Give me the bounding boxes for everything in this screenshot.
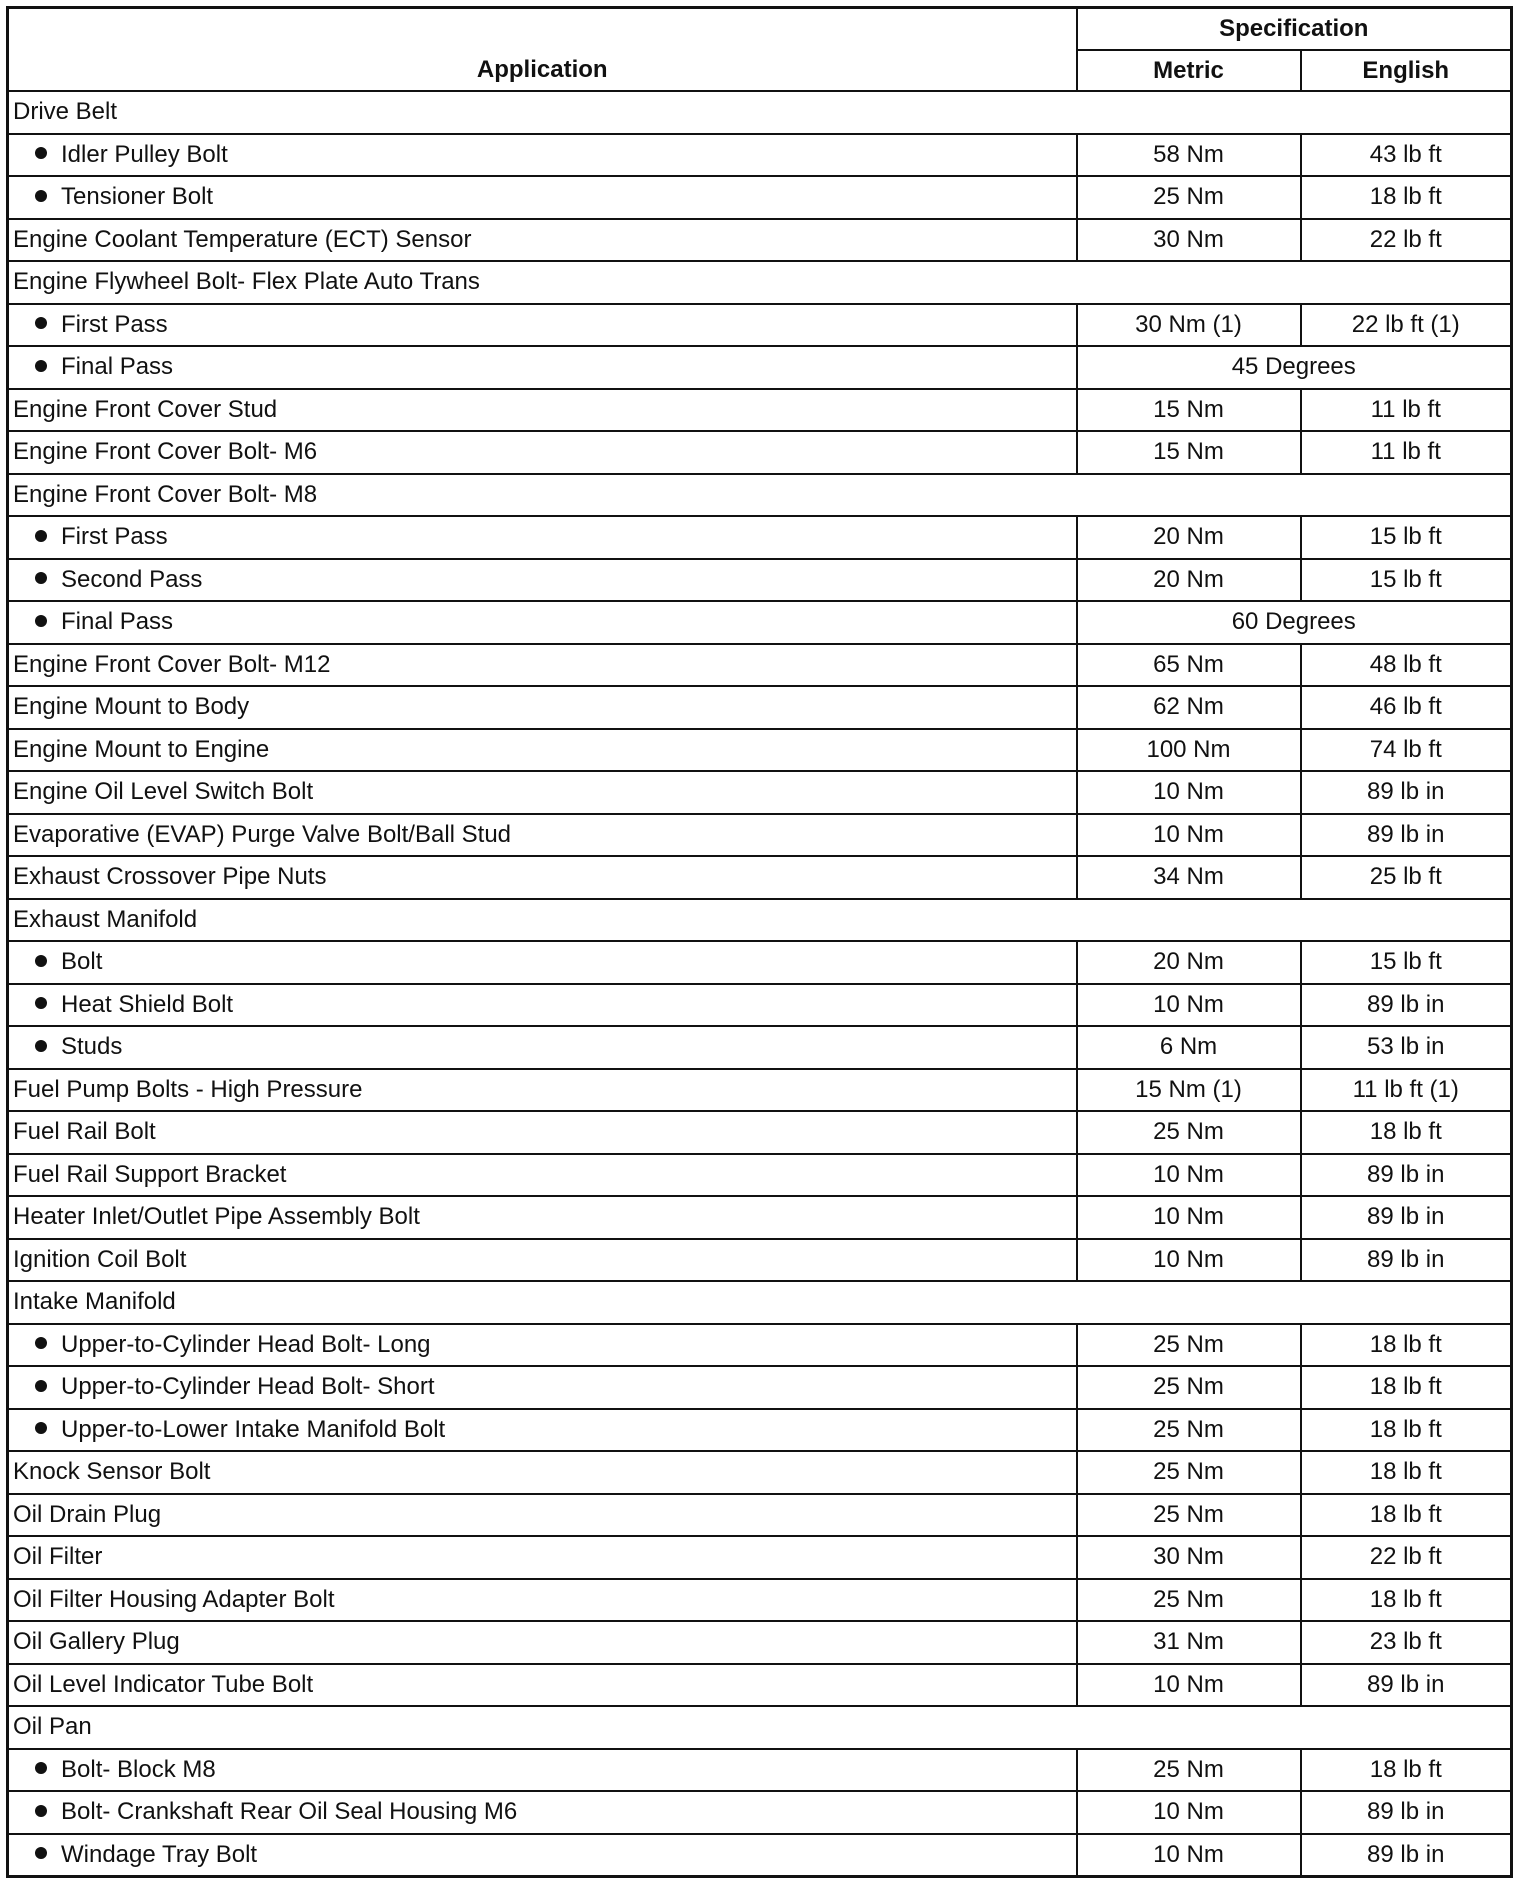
application-label: Oil Filter: [13, 1543, 103, 1571]
application-label: Fuel Pump Bolts - High Pressure: [13, 1075, 363, 1103]
application-label: Upper-to-Lower Intake Manifold Bolt: [61, 1415, 446, 1443]
english-value: 89 lb in: [1301, 1196, 1512, 1239]
metric-value: 30 Nm (1): [1077, 304, 1301, 347]
application-cell: [8, 856, 1077, 899]
application-label: Oil Pan: [13, 1713, 92, 1741]
table-row: [8, 1451, 1512, 1494]
bullet-icon: [35, 1040, 47, 1052]
english-value: 18 lb ft: [1301, 1451, 1512, 1494]
application-cell: [8, 984, 1077, 1027]
english-value: 89 lb in: [1301, 814, 1512, 857]
application-cell: [8, 601, 1077, 644]
english-value: 11 lb ft (1): [1301, 1069, 1512, 1112]
application-label: Oil Drain Plug: [13, 1500, 162, 1528]
table-header: [8, 8, 1512, 92]
application-cell: [8, 1196, 1077, 1239]
bullet-icon: [35, 572, 47, 584]
application-label: Engine Mount to Body: [13, 693, 250, 721]
application-label: Engine Front Cover Stud: [13, 395, 278, 423]
table-row: [8, 1366, 1512, 1409]
english-value: 89 lb in: [1301, 1834, 1512, 1877]
application-cell: [8, 1834, 1077, 1877]
english-value: 18 lb ft: [1301, 1579, 1512, 1622]
english-value: 89 lb in: [1301, 1239, 1512, 1282]
application-label: Exhaust Crossover Pipe Nuts: [13, 863, 327, 891]
metric-value: 10 Nm: [1077, 1834, 1301, 1877]
table-row: [8, 134, 1512, 177]
english-value: 89 lb in: [1301, 984, 1512, 1027]
table-row: [8, 261, 1512, 304]
table-row: [8, 601, 1512, 644]
english-value: 74 lb ft: [1301, 729, 1512, 772]
table-row: [8, 1536, 1512, 1579]
application-cell: [8, 729, 1077, 772]
metric-value: 25 Nm: [1077, 1324, 1301, 1367]
table-row: [8, 219, 1512, 262]
english-value: 18 lb ft: [1301, 1111, 1512, 1154]
table-row: [8, 304, 1512, 347]
application-cell: [8, 1579, 1077, 1622]
english-value: 53 lb in: [1301, 1026, 1512, 1069]
metric-value: 31 Nm: [1077, 1621, 1301, 1664]
application-cell: [8, 1324, 1077, 1367]
metric-value: 34 Nm: [1077, 856, 1301, 899]
table-row: [8, 1409, 1512, 1452]
application-cell: [8, 1069, 1077, 1112]
bullet-icon: [35, 530, 47, 542]
application-cell: [8, 91, 1512, 134]
table-row: [8, 346, 1512, 389]
bullet-icon: [35, 147, 47, 159]
application-label: Engine Flywheel Bolt- Flex Plate Auto Trans: [13, 268, 480, 296]
application-cell: [8, 134, 1077, 177]
application-label: First Pass: [61, 523, 168, 551]
table-row: [8, 1494, 1512, 1537]
table-row: [8, 1154, 1512, 1197]
spec-table-container: [6, 6, 1510, 1878]
metric-value: 10 Nm: [1077, 1154, 1301, 1197]
application-cell: [8, 644, 1077, 687]
table-row: [8, 644, 1512, 687]
metric-value: 20 Nm: [1077, 516, 1301, 559]
application-label: First Pass: [61, 310, 168, 338]
application-cell: [8, 559, 1077, 602]
metric-value: 58 Nm: [1077, 134, 1301, 177]
metric-value: 10 Nm: [1077, 1196, 1301, 1239]
application-cell: [8, 1536, 1077, 1579]
specification-value: 45 Degrees: [1077, 346, 1512, 389]
metric-value: 100 Nm: [1077, 729, 1301, 772]
application-cell: [8, 1749, 1077, 1792]
bullet-icon: [35, 190, 47, 202]
english-value: 89 lb in: [1301, 1664, 1512, 1707]
torque-spec-table: [6, 6, 1513, 1878]
application-label: Engine Mount to Engine: [13, 735, 270, 763]
application-label: Engine Front Cover Bolt- M12: [13, 650, 331, 678]
table-row: [8, 1069, 1512, 1112]
application-label: Engine Front Cover Bolt- M8: [13, 480, 318, 508]
application-cell: [8, 431, 1077, 474]
metric-value: 25 Nm: [1077, 1749, 1301, 1792]
application-cell: [8, 1494, 1077, 1537]
table-row: [8, 559, 1512, 602]
table-row: [8, 431, 1512, 474]
application-cell: [8, 261, 1512, 304]
table-row: [8, 899, 1512, 942]
application-label: Heat Shield Bolt: [61, 990, 234, 1018]
application-label: Engine Front Cover Bolt- M6: [13, 438, 318, 466]
metric-value: 15 Nm (1): [1077, 1069, 1301, 1112]
metric-header: Metric: [1077, 50, 1301, 91]
english-value: 18 lb ft: [1301, 176, 1512, 219]
metric-value: 20 Nm: [1077, 941, 1301, 984]
english-value: 25 lb ft: [1301, 856, 1512, 899]
table-row: [8, 856, 1512, 899]
table-row: [8, 1749, 1512, 1792]
application-cell: [8, 1111, 1077, 1154]
english-value: 89 lb in: [1301, 1154, 1512, 1197]
application-label: Bolt- Block M8: [61, 1755, 216, 1783]
application-label: Intake Manifold: [13, 1288, 176, 1316]
table-row: [8, 1026, 1512, 1069]
application-label: Evaporative (EVAP) Purge Valve Bolt/Ball Stud: [13, 820, 512, 848]
application-cell: [8, 516, 1077, 559]
table-row: [8, 1281, 1512, 1324]
bullet-icon: [35, 1380, 47, 1392]
application-cell: [8, 941, 1077, 984]
table-row: [8, 1791, 1512, 1834]
english-value: 11 lb ft: [1301, 389, 1512, 432]
metric-value: 25 Nm: [1077, 1111, 1301, 1154]
table-row: [8, 516, 1512, 559]
application-label: Drive Belt: [13, 98, 118, 126]
table-row: [8, 474, 1512, 517]
table-row: [8, 1111, 1512, 1154]
application-label: Ignition Coil Bolt: [13, 1245, 187, 1273]
table-row: [8, 941, 1512, 984]
english-value: 46 lb ft: [1301, 686, 1512, 729]
application-label: Bolt: [61, 948, 103, 976]
english-value: 11 lb ft: [1301, 431, 1512, 474]
table-row: [8, 1706, 1512, 1749]
metric-value: 10 Nm: [1077, 814, 1301, 857]
english-value: 18 lb ft: [1301, 1366, 1512, 1409]
application-cell: [8, 346, 1077, 389]
application-label: Oil Gallery Plug: [13, 1628, 180, 1656]
application-label: Second Pass: [61, 565, 203, 593]
application-label: Idler Pulley Bolt: [61, 140, 228, 168]
english-value: 89 lb in: [1301, 1791, 1512, 1834]
application-label: Knock Sensor Bolt: [13, 1458, 211, 1486]
metric-value: 30 Nm: [1077, 219, 1301, 262]
english-value: 18 lb ft: [1301, 1749, 1512, 1792]
application-cell: [8, 1664, 1077, 1707]
metric-value: 20 Nm: [1077, 559, 1301, 602]
table-body: [8, 91, 1512, 1876]
application-label: Windage Tray Bolt: [61, 1840, 258, 1868]
application-cell: [8, 1366, 1077, 1409]
metric-value: 65 Nm: [1077, 644, 1301, 687]
metric-value: 10 Nm: [1077, 1239, 1301, 1282]
table-row: [8, 1239, 1512, 1282]
application-cell: [8, 304, 1077, 347]
application-cell: [8, 176, 1077, 219]
metric-value: 25 Nm: [1077, 1579, 1301, 1622]
metric-value: 25 Nm: [1077, 1451, 1301, 1494]
bullet-icon: [35, 955, 47, 967]
application-header: Application: [8, 8, 1077, 92]
english-value: 18 lb ft: [1301, 1409, 1512, 1452]
application-label: Final Pass: [61, 353, 174, 381]
bullet-icon: [35, 615, 47, 627]
application-cell: [8, 474, 1512, 517]
english-value: 48 lb ft: [1301, 644, 1512, 687]
metric-value: 30 Nm: [1077, 1536, 1301, 1579]
bullet-icon: [35, 1847, 47, 1859]
table-row: [8, 1579, 1512, 1622]
metric-value: 6 Nm: [1077, 1026, 1301, 1069]
bullet-icon: [35, 997, 47, 1009]
application-cell: [8, 1154, 1077, 1197]
table-row: [8, 1834, 1512, 1877]
metric-value: 25 Nm: [1077, 1494, 1301, 1537]
application-label: Studs: [61, 1033, 123, 1061]
metric-value: 10 Nm: [1077, 984, 1301, 1027]
english-value: 15 lb ft: [1301, 941, 1512, 984]
table-row: [8, 686, 1512, 729]
table-row: [8, 729, 1512, 772]
application-label: Oil Level Indicator Tube Bolt: [13, 1670, 314, 1698]
table-row: [8, 984, 1512, 1027]
english-value: 15 lb ft: [1301, 516, 1512, 559]
application-label: Fuel Rail Support Bracket: [13, 1160, 287, 1188]
application-label: Exhaust Manifold: [13, 905, 198, 933]
application-cell: [8, 771, 1077, 814]
application-cell: [8, 1621, 1077, 1664]
application-label: Engine Oil Level Switch Bolt: [13, 778, 314, 806]
metric-value: 15 Nm: [1077, 389, 1301, 432]
application-label: Bolt- Crankshaft Rear Oil Seal Housing M6: [61, 1798, 518, 1826]
application-cell: [8, 219, 1077, 262]
bullet-icon: [35, 1805, 47, 1817]
header-row-1: [8, 8, 1512, 51]
english-value: 23 lb ft: [1301, 1621, 1512, 1664]
table-row: [8, 1324, 1512, 1367]
application-label: Fuel Rail Bolt: [13, 1118, 156, 1146]
metric-value: 10 Nm: [1077, 1791, 1301, 1834]
application-label: Final Pass: [61, 608, 174, 636]
application-label: Upper-to-Cylinder Head Bolt- Long: [61, 1330, 431, 1358]
application-cell: [8, 1451, 1077, 1494]
metric-value: 25 Nm: [1077, 176, 1301, 219]
application-cell: [8, 1791, 1077, 1834]
application-cell: [8, 686, 1077, 729]
table-row: [8, 771, 1512, 814]
application-label: Upper-to-Cylinder Head Bolt- Short: [61, 1373, 435, 1401]
english-value: 43 lb ft: [1301, 134, 1512, 177]
english-value: 15 lb ft: [1301, 559, 1512, 602]
application-cell: [8, 814, 1077, 857]
table-row: [8, 1621, 1512, 1664]
specification-header: Specification: [1077, 8, 1512, 51]
application-label: Tensioner Bolt: [61, 183, 214, 211]
metric-value: 10 Nm: [1077, 1664, 1301, 1707]
bullet-icon: [35, 1337, 47, 1349]
table-row: [8, 814, 1512, 857]
english-value: 22 lb ft (1): [1301, 304, 1512, 347]
metric-value: 62 Nm: [1077, 686, 1301, 729]
application-cell: [8, 1281, 1512, 1324]
application-cell: [8, 1026, 1077, 1069]
application-cell: [8, 1706, 1512, 1749]
metric-value: 25 Nm: [1077, 1366, 1301, 1409]
english-value: 22 lb ft: [1301, 1536, 1512, 1579]
metric-value: 15 Nm: [1077, 431, 1301, 474]
application-label: Oil Filter Housing Adapter Bolt: [13, 1585, 335, 1613]
application-cell: [8, 1409, 1077, 1452]
english-value: 22 lb ft: [1301, 219, 1512, 262]
specification-value: 60 Degrees: [1077, 601, 1512, 644]
bullet-icon: [35, 360, 47, 372]
application-cell: [8, 899, 1512, 942]
metric-value: 10 Nm: [1077, 771, 1301, 814]
table-row: [8, 389, 1512, 432]
bullet-icon: [35, 1762, 47, 1774]
application-cell: [8, 389, 1077, 432]
table-row: [8, 1196, 1512, 1239]
application-label: Heater Inlet/Outlet Pipe Assembly Bolt: [13, 1203, 420, 1231]
application-label: Engine Coolant Temperature (ECT) Sensor: [13, 225, 472, 253]
table-row: [8, 1664, 1512, 1707]
metric-value: 25 Nm: [1077, 1409, 1301, 1452]
bullet-icon: [35, 1422, 47, 1434]
table-row: [8, 176, 1512, 219]
application-cell: [8, 1239, 1077, 1282]
english-value: 18 lb ft: [1301, 1324, 1512, 1367]
bullet-icon: [35, 317, 47, 329]
english-header: English: [1301, 50, 1512, 91]
english-value: 18 lb ft: [1301, 1494, 1512, 1537]
table-row: [8, 91, 1512, 134]
english-value: 89 lb in: [1301, 771, 1512, 814]
